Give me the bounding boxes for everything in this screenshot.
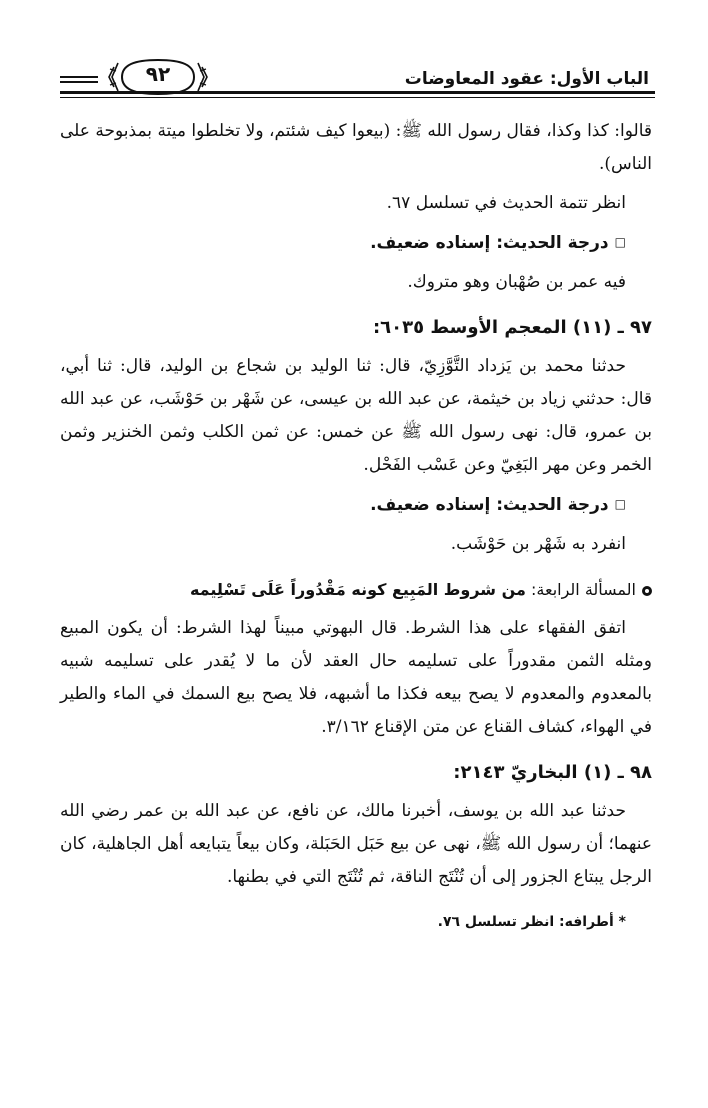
issue-heading: [60, 573, 652, 606]
grade-note: انفرد به شَهْر بن حَوْشَب.: [450, 534, 626, 554]
header-dash-icon: [60, 75, 98, 85]
header-rule-thin: [60, 97, 655, 98]
hadith-heading: ٩٨ ـ (١) البخاريّ ٢١٤٣:: [453, 762, 652, 783]
circle-bullet-icon: [642, 586, 652, 596]
chapter-title: الباب الأول: عقود المعاوضات: [404, 69, 649, 89]
square-bullet-icon: □: [614, 235, 626, 249]
hadith-text: حدثنا عبد الله بن يوسف، أخبرنا مالك، عن نافع، عن عبد الله بن عمر رضي الله عنهما؛ أن رسول الله ﷺ، نهى عن بيع حَبَل الحَبَلة، وكان بيعاً يتبايعه أهل الجاهلية، كان الرجل يبتاع الجزور إلى أن تُنْتَج الناقة، ثم تُنْتَج التي في بطنها.: [60, 801, 652, 887]
cross-reference: انظر تتمة الحديث في تسلسل ٦٧.: [386, 193, 626, 213]
hadith-text: حدثنا محمد بن يَزداد التَّوَّزِيّ، قال: ثنا الوليد بن شجاع بن الوليد، قال: ثنا أبي، قال: حدثني زياد بن خيثمة، عن عبد الله بن عيسى، عن شَهْر بن حَوْشَب، عن عبد الله بن عمرو، قال: نهى رسول الله ﷺ عن خمس: عن ثمن الكلب وثمن الخنزير وثمن الخمر وعن مهر البَغِيّ وعن عَسْب الفَحْل.: [60, 356, 652, 475]
page-content: [60, 115, 652, 939]
hadith-heading: ٩٧ ـ (١١) المعجم الأوسط ٦٠٣٥:: [372, 317, 652, 338]
header-rule-thick: [60, 91, 655, 94]
issue-label: المسألة الرابعة:: [531, 580, 636, 599]
fiqh-paragraph: اتفق الفقهاء على هذا الشرط. قال البهوتي مبيناً لهذا الشرط: أن يكون المبيع ومثله الثمن مقدوراً على تسليمه حال العقد لأن ما لا يُقدر على تسليمه شبيه بالمعدوم والمعدوم لا يصح بيعه فكذا ما أشبهه، فلا يصح بيع السمك في الماء والطير في الهواء، كشاف القناع عن متن الإقناع ٣/١٦٢.: [60, 618, 652, 737]
hadith-grade-label: درجة الحديث: إسناده ضعيف.: [370, 495, 609, 515]
issue-title: من شروط المَبِيع كونه مَقْدُوراً عَلَى تَسْلِيمه: [189, 580, 526, 599]
footnote: * أطرافه: انظر تسلسل ٧٦.: [437, 914, 626, 930]
page-number: ٩٢: [145, 62, 171, 86]
hadith-grade: [60, 488, 652, 522]
hadith-grade: [60, 226, 652, 260]
square-bullet-icon: □: [614, 497, 626, 511]
hadith-grade-label: درجة الحديث: إسناده ضعيف.: [370, 233, 609, 253]
grade-note: فيه عمر بن صُهْبان وهو متروك.: [407, 272, 626, 292]
hadith-text-continued: قالوا: كذا وكذا، فقال رسول الله ﷺ: (بيعوا كيف شئتم، ولا تخلطوا ميتة بمذبوحة على الناس).: [60, 121, 652, 174]
